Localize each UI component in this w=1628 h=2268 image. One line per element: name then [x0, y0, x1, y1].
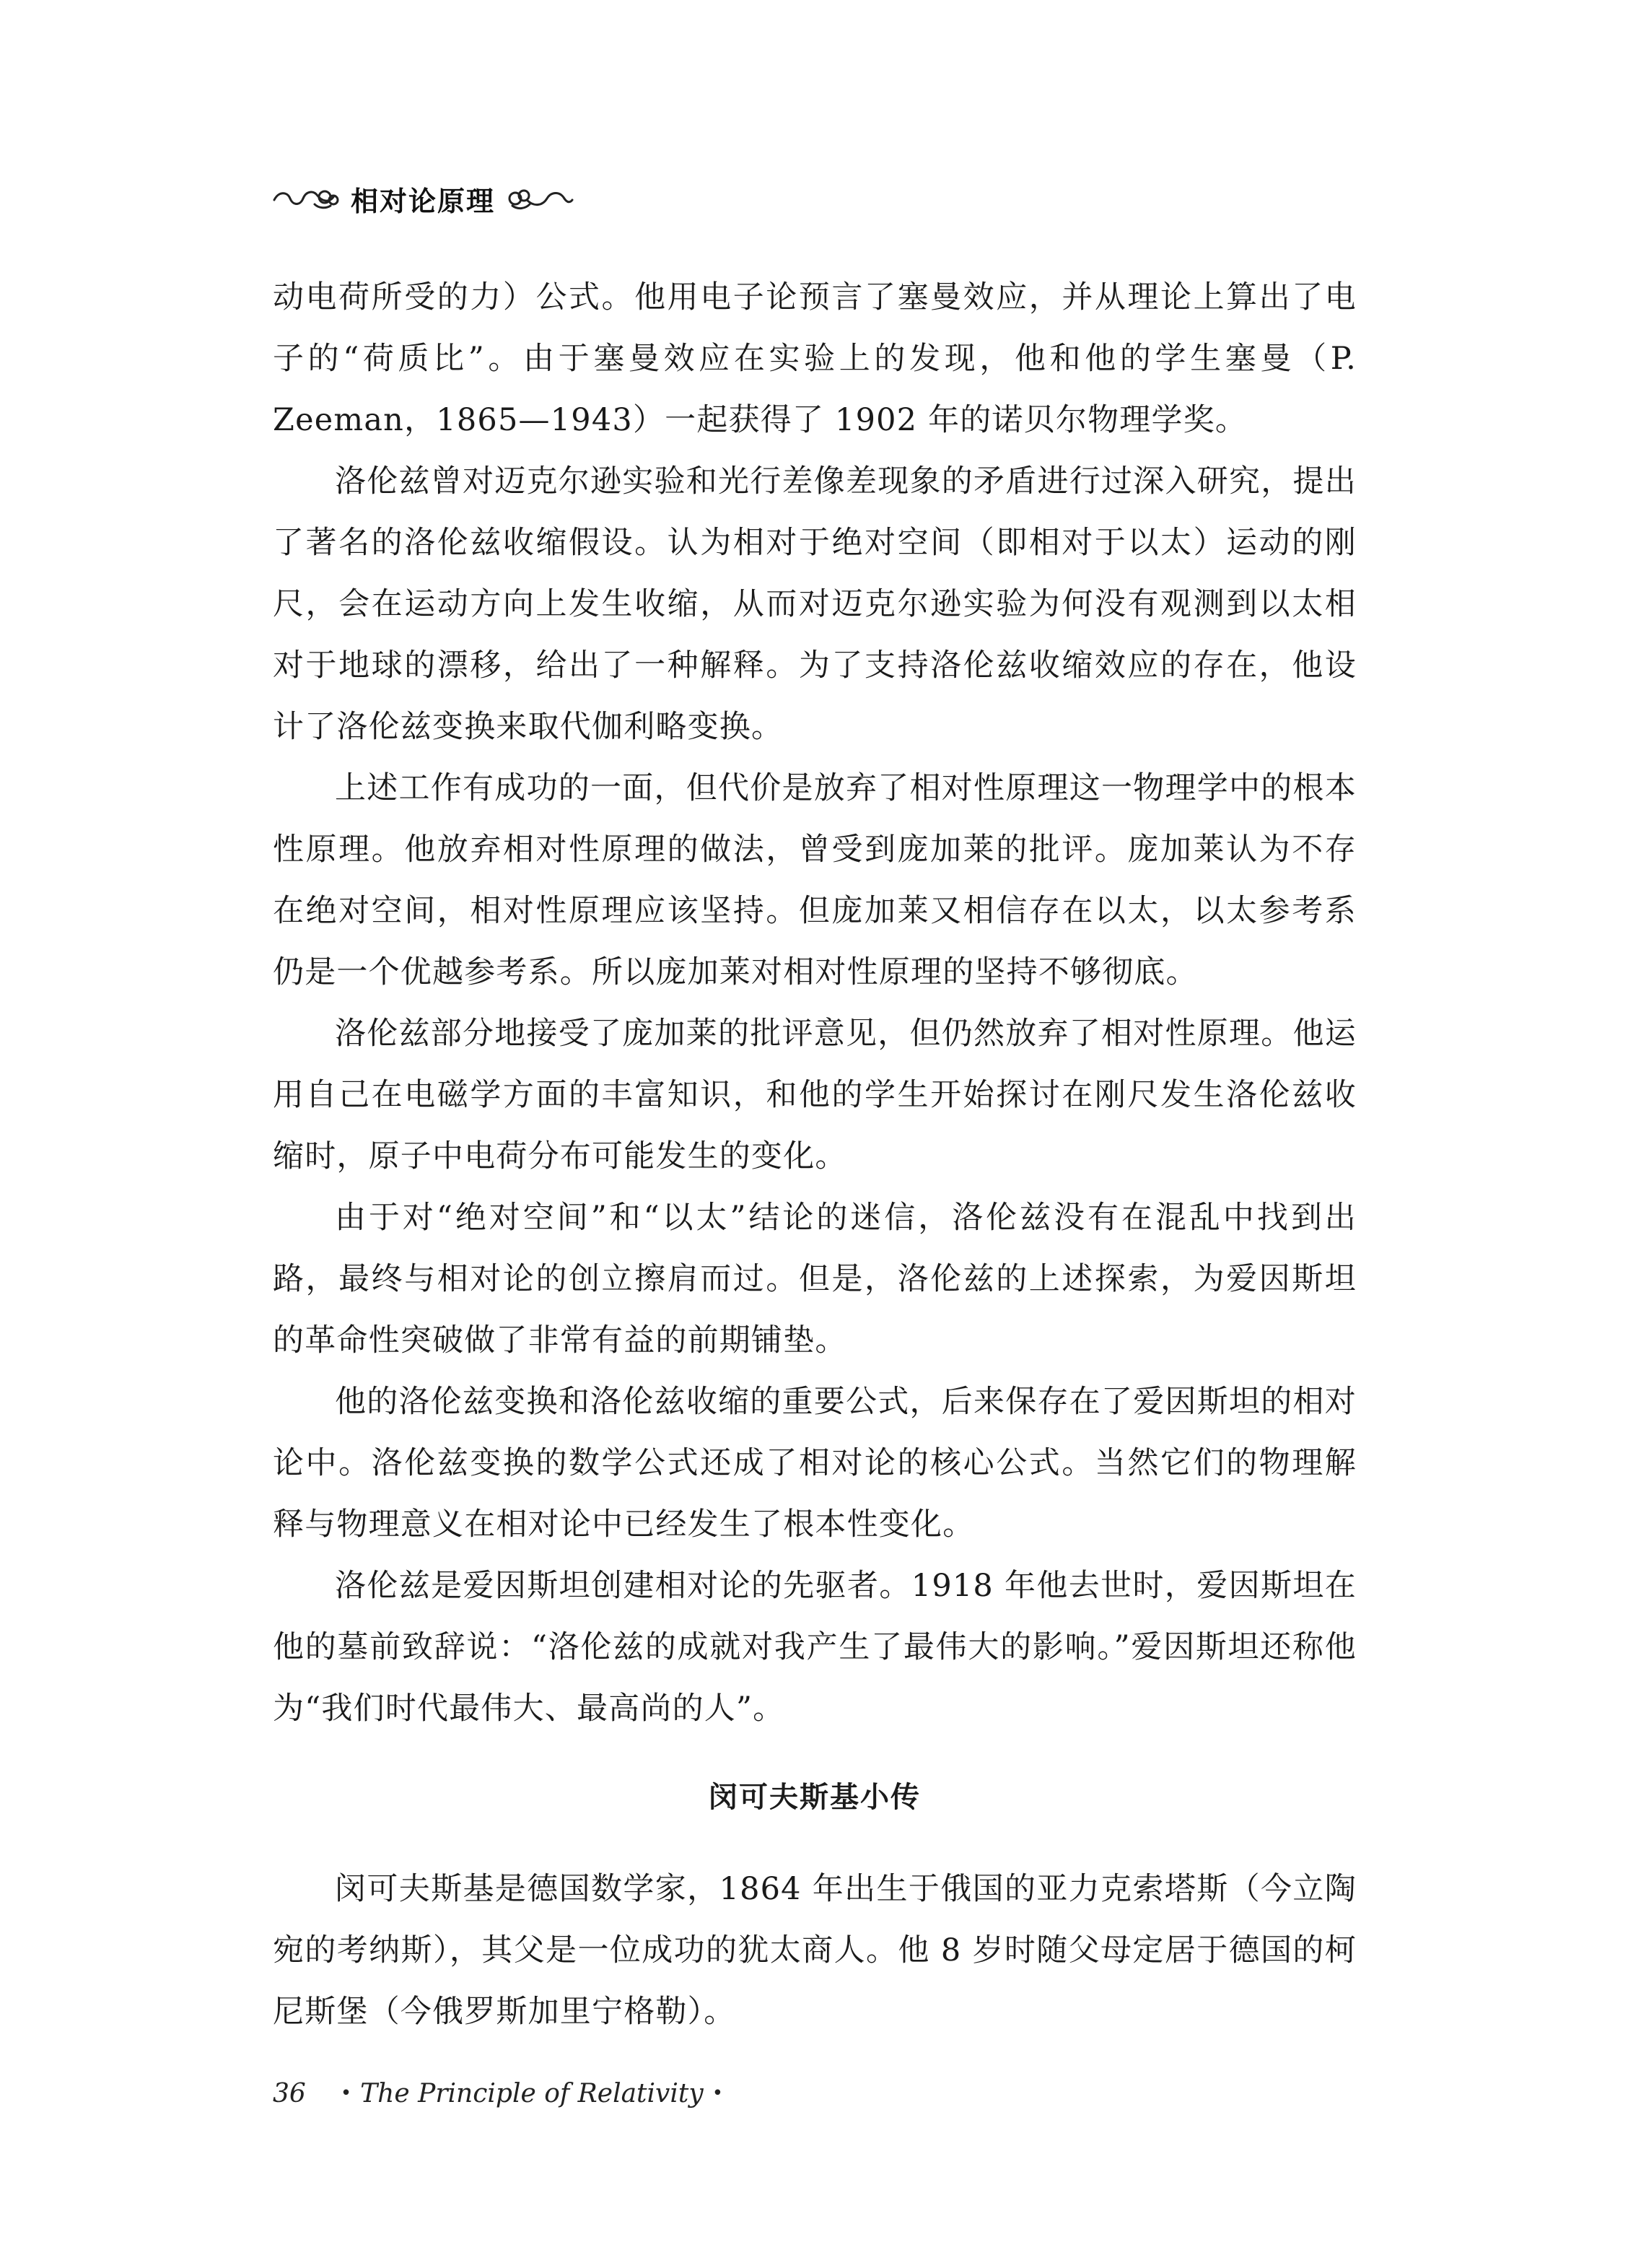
left-ornament-icon — [271, 184, 341, 213]
paragraph: 洛伦兹是爱因斯坦创建相对论的先驱者。1918 年他去世时，爱因斯坦在他的墓前致辞说：“洛伦兹的成就对我产生了最伟大的影响。”爱因斯坦还称他为“我们时代最伟大、最高尚的人”。 — [273, 1568, 1357, 1727]
paragraph: 洛伦兹曾对迈克尔逊实验和光行差像差现象的矛盾进行过深入研究，提出了著名的洛伦兹收缩假设。认为相对于绝对空间（即相对于以太）运动的刚尺，会在运动方向上发生收缩，从而对迈克尔逊实验为何没有观测到以太相对于地球的漂移，给出了一种解释。为了支持洛伦兹收缩效应的存在，他设计了洛伦兹变换来取代伽利略变换。 — [273, 463, 1357, 745]
page-footer — [273, 2072, 732, 2115]
paragraph-continued: 动电荷所受的力）公式。他用电子论预言了塞曼效应，并从理论上算出了电子的“荷质比”。由于塞曼效应在实验上的发现，他和他的学生塞曼（P. Zeeman，1865—1943）一起获得了 1902 年的诺贝尔物理学奖。 — [273, 279, 1357, 438]
paragraph: 洛伦兹部分地接受了庞加莱的批评意见，但仍然放弃了相对性原理。他运用自己在电磁学方面的丰富知识，和他的学生开始探讨在刚尺发生洛伦兹收缩时，原子中电荷分布可能发生的变化。 — [273, 1016, 1357, 1174]
bullet-icon: • — [340, 2082, 352, 2104]
right-ornament-icon — [505, 184, 574, 213]
book-title: The Principle of Relativity — [360, 2078, 704, 2108]
bullet-icon: • — [712, 2082, 724, 2104]
running-header — [271, 173, 574, 224]
section-spacer — [273, 1819, 1357, 1859]
paragraph: 他的洛伦兹变换和洛伦兹收缩的重要公式，后来保存在了爱因斯坦的相对论中。洛伦兹变换的数学公式还成了相对论的核心公式。当然它们的物理解释与物理意义在相对论中已经发生了根本性变化。 — [273, 1384, 1357, 1543]
paragraph: 由于对“绝对空间”和“以太”结论的迷信，洛伦兹没有在混乱中找到出路，最终与相对论的创立擦肩而过。但是，洛伦兹的上述探索，为爱因斯坦的革命性突破做了非常有益的前期铺垫。 — [273, 1200, 1357, 1358]
section-heading: 闵可夫斯基小传 — [709, 1781, 921, 1814]
body-text — [273, 267, 1357, 2043]
paragraph: 闵可夫斯基是德国数学家，1864 年出生于俄国的亚力克索塔斯（今立陶宛的考纳斯），其父是一位成功的犹太商人。他 8 岁时随父母定居于德国的柯尼斯堡（今俄罗斯加里宁格勒）。 — [273, 1871, 1357, 2030]
page-number: 36 — [273, 2078, 306, 2108]
paragraph: 上述工作有成功的一面，但代价是放弃了相对性原理这一物理学中的根本性原理。他放弃相对性原理的做法，曾受到庞加莱的批评。庞加莱认为不存在绝对空间，相对性原理应该坚持。但庞加莱又相信存在以太，以太参考系仍是一个优越参考系。所以庞加莱对相对性原理的坚持不够彻底。 — [273, 770, 1357, 990]
running-header-title: 相对论原理 — [351, 185, 496, 217]
